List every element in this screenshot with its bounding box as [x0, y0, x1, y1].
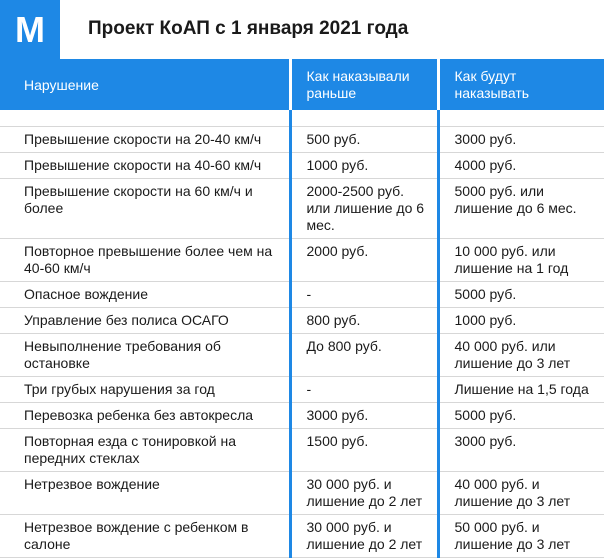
cell-old-penalty: 2000 руб. [290, 239, 438, 282]
cell-new-penalty: 1000 руб. [438, 308, 604, 334]
cell-violation: Опасное вождение [0, 282, 290, 308]
table-header [0, 59, 604, 110]
table-row [0, 153, 604, 179]
cell-violation: Управление без полиса ОСАГО [0, 308, 290, 334]
spacer-cell [290, 110, 438, 127]
column-header-old-penalty: Как наказывали раньше [290, 59, 438, 110]
table-row [0, 179, 604, 239]
cell-new-penalty: 4000 руб. [438, 153, 604, 179]
cell-violation: Превышение скорости на 60 км/ч и более [0, 179, 290, 239]
column-header-new-penalty: Как будут наказывать [438, 59, 604, 110]
table-row [0, 515, 604, 558]
cell-new-penalty: 40 000 руб. или лишение до 3 лет [438, 334, 604, 377]
penalty-table [0, 59, 604, 558]
cell-violation: Три грубых нарушения за год [0, 377, 290, 403]
cell-new-penalty: Лишение на 1,5 года [438, 377, 604, 403]
cell-violation: Превышение скорости на 40-60 км/ч [0, 153, 290, 179]
cell-new-penalty: 10 000 руб. или лишение на 1 год [438, 239, 604, 282]
cell-new-penalty: 5000 руб. [438, 282, 604, 308]
table-row [0, 127, 604, 153]
column-header-violation: Нарушение [0, 59, 290, 110]
table-row [0, 429, 604, 472]
cell-old-penalty: 30 000 руб. и лишение до 2 лет [290, 472, 438, 515]
table-row [0, 239, 604, 282]
cell-old-penalty: 1500 руб. [290, 429, 438, 472]
cell-old-penalty: 30 000 руб. и лишение до 2 лет [290, 515, 438, 558]
cell-new-penalty: 5000 руб. или лишение до 6 мес. [438, 179, 604, 239]
cell-violation: Перевозка ребенка без автокресла [0, 403, 290, 429]
spacer-cell [438, 110, 604, 127]
cell-old-penalty: - [290, 282, 438, 308]
cell-old-penalty: 500 руб. [290, 127, 438, 153]
cell-violation: Нетрезвое вождение с ребенком в салоне [0, 515, 290, 558]
spacer-cell [0, 110, 290, 127]
cell-old-penalty: 1000 руб. [290, 153, 438, 179]
table-row [0, 334, 604, 377]
table-row [0, 403, 604, 429]
cell-old-penalty: - [290, 377, 438, 403]
cell-new-penalty: 3000 руб. [438, 127, 604, 153]
brand-logo: M [0, 0, 60, 60]
table-row [0, 282, 604, 308]
cell-violation: Превышение скорости на 20-40 км/ч [0, 127, 290, 153]
table-row [0, 377, 604, 403]
table-row [0, 472, 604, 515]
cell-old-penalty: До 800 руб. [290, 334, 438, 377]
cell-new-penalty: 40 000 руб. и лишение до 3 лет [438, 472, 604, 515]
cell-new-penalty: 3000 руб. [438, 429, 604, 472]
cell-violation: Невыполнение требования об остановке [0, 334, 290, 377]
cell-new-penalty: 50 000 руб. и лишение до 3 лет [438, 515, 604, 558]
cell-violation: Повторное превышение более чем на 40-60 км/ч [0, 239, 290, 282]
cell-violation: Повторная езда с тонировкой на передних стеклах [0, 429, 290, 472]
cell-old-penalty: 800 руб. [290, 308, 438, 334]
cell-violation: Нетрезвое вождение [0, 472, 290, 515]
table-spacer-row [0, 110, 604, 127]
table-row [0, 308, 604, 334]
page-header [0, 0, 604, 60]
cell-new-penalty: 5000 руб. [438, 403, 604, 429]
table-body [0, 110, 604, 558]
cell-old-penalty: 2000-2500 руб. или лишение до 6 мес. [290, 179, 438, 239]
page-title: Проект КоАП с 1 января 2021 года [88, 18, 409, 39]
cell-old-penalty: 3000 руб. [290, 403, 438, 429]
